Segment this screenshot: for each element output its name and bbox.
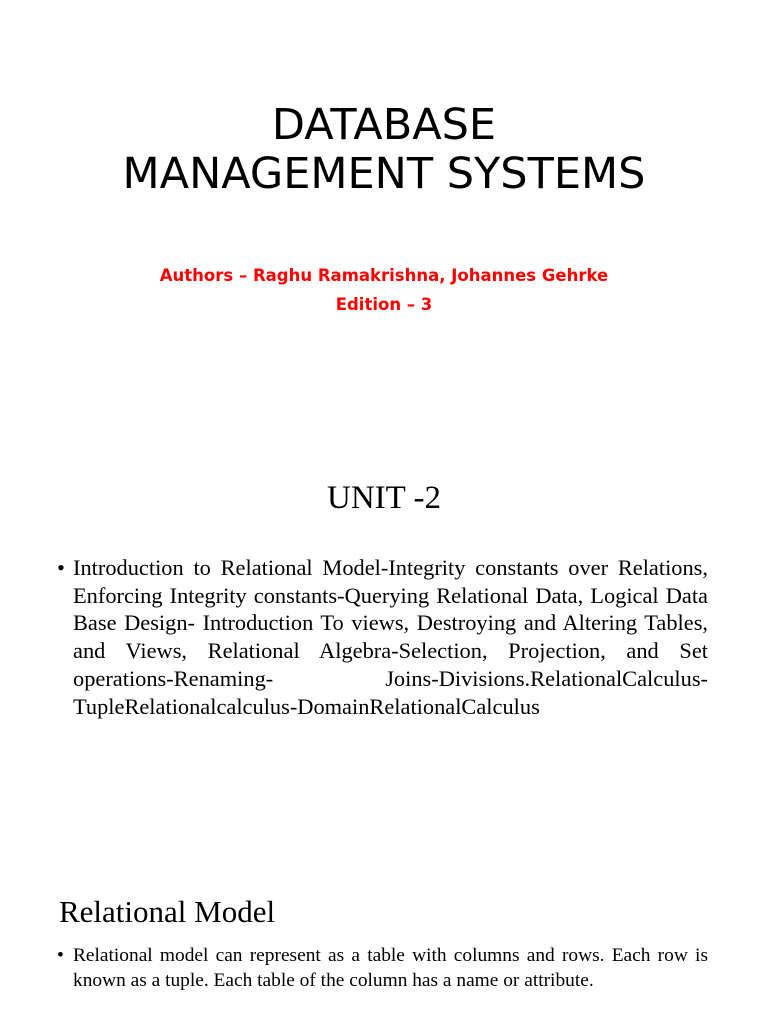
- list-item: [57, 944, 708, 993]
- unit-title: UNIT -2: [327, 480, 441, 516]
- bullet-icon: •: [57, 945, 64, 966]
- authors-block: [0, 261, 768, 319]
- bullet-icon: •: [57, 555, 65, 580]
- bullet-text: Relational model can represent as a table with columns and rows. Each row is known as a tuple. Each table of the column has a name or attribute.: [73, 945, 708, 991]
- title-line-2: MANAGEMENT SYSTEMS: [122, 149, 646, 199]
- title-line-1: DATABASE: [271, 100, 497, 150]
- edition-line: Edition – 3: [335, 295, 433, 314]
- authors-line: Authors – Raghu Ramakrishna, Johannes Gehrke: [159, 266, 609, 285]
- bullet-text: Introduction to Relational Model-Integrity constants over Relations, Enforcing Integrity constants-Querying Relational Data, Logical Data Base Design- Introduction To views, Destroying and Altering Tables, and Views, Relational Algebra-Selection, Projection, and Set operations-Renaming- Joins-Divisions.RelationalCalculus-TupleRelationalcalculus-DomainRelationalCalculus: [73, 555, 708, 719]
- list-item: [57, 554, 708, 720]
- page-title: [0, 101, 768, 199]
- section-title: Relational Model: [59, 894, 276, 929]
